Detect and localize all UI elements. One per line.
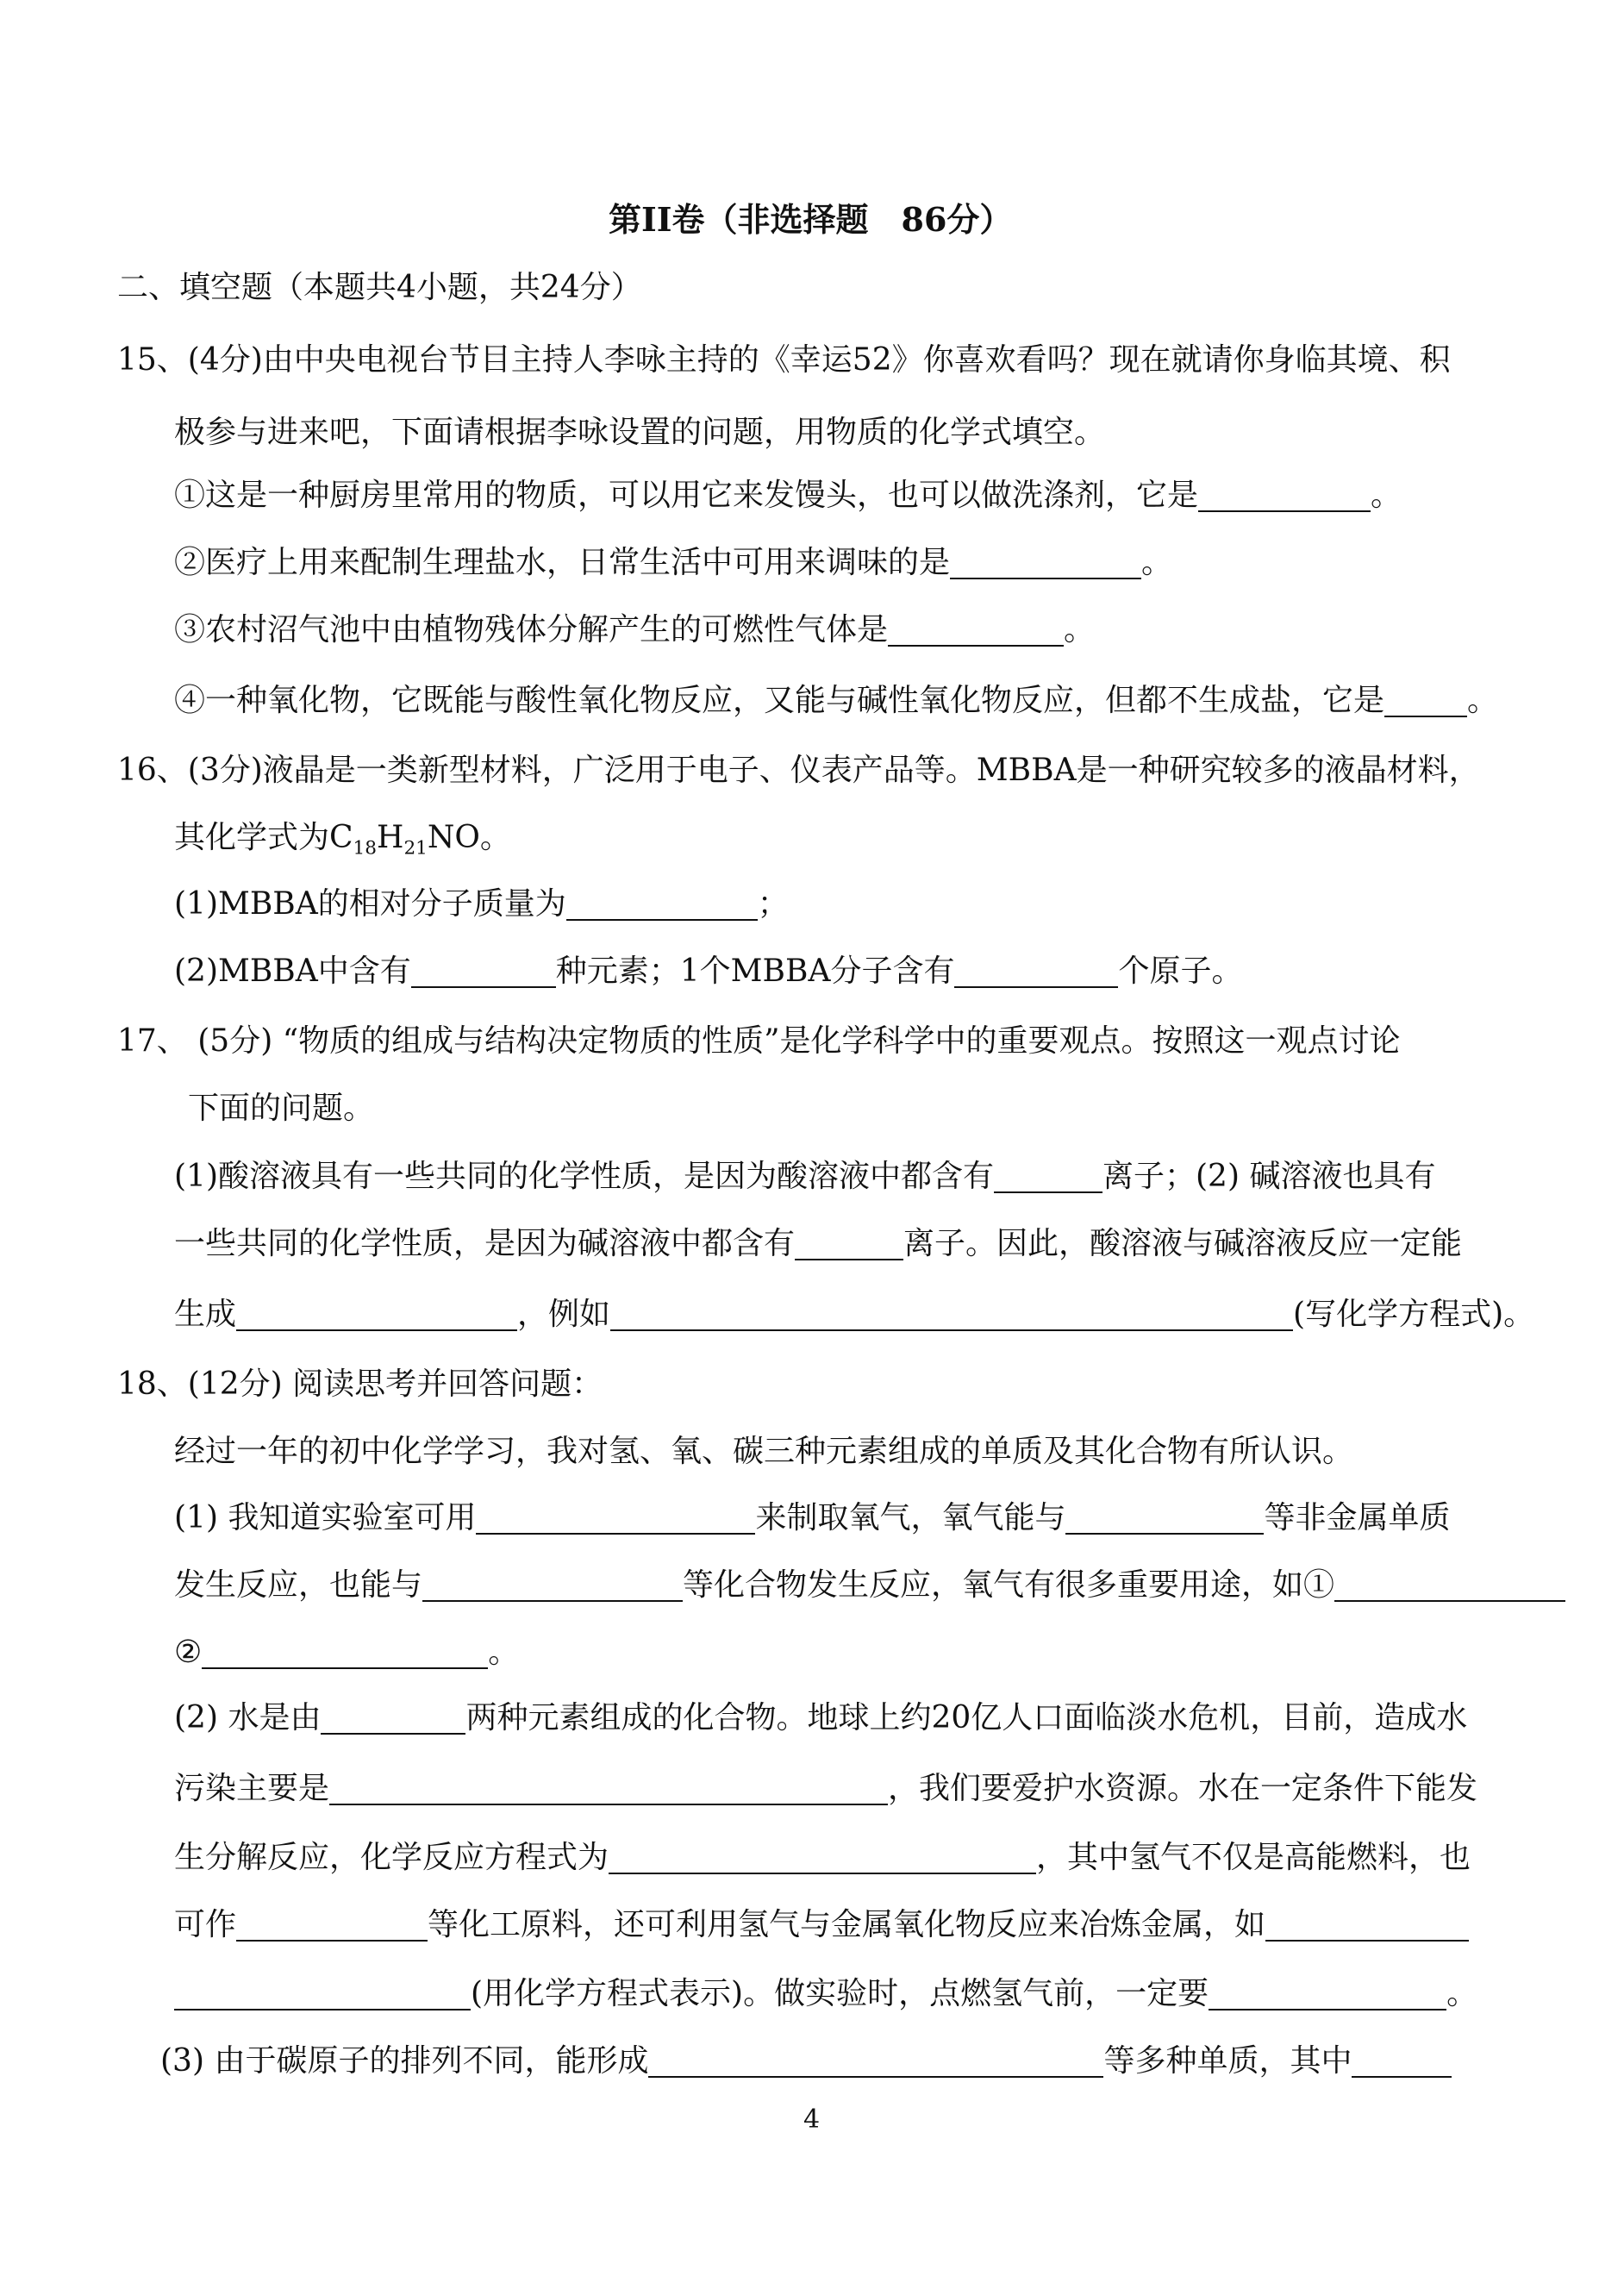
q18-line3-text-a: (1) 我知道实验室可用 <box>174 1500 477 1536</box>
q15-item2-end: 。 <box>1141 545 1173 581</box>
q16-formula-tail: NO。 <box>427 820 511 855</box>
q18-carbon-blank[interactable] <box>1352 2045 1452 2078</box>
section-heading: 二、填空题（本题共4小题，共24分） <box>117 270 642 305</box>
q15-item1-text: ①这是一种厨房里常用的物质，可以用它来发馒头，也可以做洗涤剂，它是 <box>174 478 1199 514</box>
q15-item4-blank[interactable] <box>1384 685 1467 717</box>
q15-item3-blank[interactable] <box>888 614 1064 647</box>
q18-carbon-allotropes-blank[interactable] <box>648 2045 1103 2078</box>
q18-safety-blank[interactable] <box>1209 1978 1446 2010</box>
q15-item2-blank[interactable] <box>950 547 1141 579</box>
q18-decomposition-equation-blank[interactable] <box>609 1842 1036 1874</box>
q18-line6-text-b: 两种元素组成的化合物。地球上约20亿人口面临淡水危机，目前，造成水 <box>465 1700 1468 1736</box>
q18-line11-text-a: (3) 由于碳原子的排列不同，能形成 <box>160 2043 649 2079</box>
q18-line8 <box>174 1842 1471 1874</box>
q16-part1 <box>174 888 789 921</box>
q15-item2-text: ②医疗上用来配制生理盐水，日常生活中可用来调味的是 <box>174 545 951 581</box>
q17-acid-ion-blank[interactable] <box>994 1160 1102 1193</box>
q16-part1-blank[interactable] <box>566 888 758 921</box>
q18-line3 <box>174 1502 1450 1535</box>
q18-smelting-equation-blank-a[interactable] <box>1265 1909 1469 1942</box>
q16-part1-text: (1)MBBA的相对分子质量为 <box>174 886 566 922</box>
q16-part2-text-c: 个原子。 <box>1118 954 1243 990</box>
q18-pollution-blank[interactable] <box>329 1773 888 1805</box>
q17-stem-line1: 17、 (5分) “物质的组成与结构决定物质的性质”是化学科学中的重要观点。按照这一观点讨论 <box>117 1023 1401 1059</box>
q15-stem-line1: 15、(4分)由中央电视台节目主持人李咏主持的《幸运52》你喜欢看吗？现在就请你身临其境、积 <box>117 342 1451 378</box>
q18-line7-text-b: ，我们要爱护水资源。水在一定条件下能发 <box>888 1771 1478 1807</box>
q17-line3-text-b: 离子；(2) 碱溶液也具有 <box>1102 1159 1436 1195</box>
q16-part2-text-b: 种元素；1个MBBA分子含有 <box>555 954 955 990</box>
q17-line4-text-a: 一些共同的化学性质，是因为碱溶液中都含有 <box>174 1226 796 1262</box>
q17-stem-line2: 下面的问题。 <box>188 1091 375 1126</box>
q15-item3-end: 。 <box>1064 612 1096 648</box>
q18-line10-text-b: 。 <box>1446 1976 1478 2012</box>
q18-line4-text-a: 发生反应，也能与 <box>174 1567 423 1604</box>
q15-item4-end: 。 <box>1467 683 1499 719</box>
q16-part2 <box>174 955 1242 988</box>
q16-part2-text-a: (2)MBBA中含有 <box>174 954 411 990</box>
q15-item1 <box>174 479 1402 512</box>
q15-item2 <box>174 547 1172 579</box>
q15-item4 <box>174 685 1498 717</box>
q18-oxygen-method-blank[interactable] <box>476 1502 755 1535</box>
q18-line4-text-b: 等化合物发生反应，氧气有很多重要用途，如① <box>683 1567 1335 1604</box>
q18-line11 <box>160 2045 1452 2078</box>
q15-stem-line2: 极参与进来吧，下面请根据李咏设置的问题，用物质的化学式填空。 <box>174 415 1106 450</box>
page-number: 4 <box>803 2104 821 2135</box>
q18-use2-blank[interactable] <box>202 1636 488 1669</box>
q16-part2-blank2[interactable] <box>954 955 1118 988</box>
q17-line5-text-a: 生成 <box>174 1297 237 1333</box>
q18-line3-text-b: 来制取氧气，氧气能与 <box>755 1500 1066 1536</box>
q18-line10-text-a: (用化学方程式表示)。做实验时，点燃氢气前，一定要 <box>471 1976 1209 2012</box>
q18-use1-blank[interactable] <box>1334 1569 1565 1602</box>
q18-raw-material-blank[interactable] <box>236 1909 428 1942</box>
q16-formula-sub-c: 18 <box>353 837 378 860</box>
q17-base-ion-blank[interactable] <box>795 1228 903 1260</box>
q18-line5-text-a: ② <box>174 1635 203 1671</box>
q16-formula-text: 其化学式为C <box>174 820 353 855</box>
q17-line5-text-b: ，例如 <box>517 1297 611 1333</box>
q18-line8-text-b: ，其中氢气不仅是高能燃料，也 <box>1036 1840 1471 1876</box>
q17-line4-text-b: 离子。因此，酸溶液与碱溶液反应一定能 <box>903 1226 1463 1262</box>
q17-line3-text-a: (1)酸溶液具有一些共同的化学性质，是因为酸溶液中都含有 <box>174 1159 994 1195</box>
q16-formula-sub-h: 21 <box>403 837 428 860</box>
q18-stem-line2: 经过一年的初中化学学习，我对氢、氧、碳三种元素组成的单质及其化合物有所认识。 <box>174 1434 1354 1469</box>
q18-line6 <box>174 1702 1467 1735</box>
section-title: 第II卷（非选择题 86分） <box>609 200 1013 239</box>
q18-smelting-equation-blank-b[interactable] <box>174 1978 471 2010</box>
q18-water-elements-blank[interactable] <box>321 1702 465 1735</box>
q18-line10 <box>174 1978 1477 2010</box>
q15-item1-end: 。 <box>1371 478 1402 514</box>
q18-line3-text-c: 等非金属单质 <box>1264 1500 1451 1536</box>
q16-part2-blank1[interactable] <box>411 955 556 988</box>
q18-line11-text-b: 等多种单质，其中 <box>1103 2043 1352 2079</box>
q17-line5-text-c: (写化学方程式)。 <box>1293 1297 1535 1333</box>
q18-line9-text-a: 可作 <box>174 1907 237 1943</box>
q18-line7 <box>174 1773 1477 1805</box>
q18-line6-text-a: (2) 水是由 <box>174 1700 322 1736</box>
q15-item1-blank[interactable] <box>1198 479 1371 512</box>
q18-line5 <box>174 1636 519 1669</box>
q16-formula-line <box>174 820 511 860</box>
q18-stem-line1: 18、(12分) 阅读思考并回答问题： <box>117 1366 603 1402</box>
q17-line5 <box>174 1298 1534 1331</box>
q18-line9 <box>174 1909 1469 1942</box>
q18-line8-text-a: 生分解反应，化学反应方程式为 <box>174 1840 609 1876</box>
q18-line5-text-b: 。 <box>488 1635 520 1671</box>
q18-line4 <box>174 1569 1565 1602</box>
q16-formula-h: H <box>377 820 404 855</box>
q18-line7-text-a: 污染主要是 <box>174 1771 330 1807</box>
q17-line4 <box>174 1228 1462 1260</box>
q17-line3 <box>174 1160 1435 1193</box>
q18-line9-text-b: 等化工原料，还可利用氢气与金属氧化物反应来冶炼金属，如 <box>428 1907 1266 1943</box>
q18-nonmetal-blank[interactable] <box>1065 1502 1264 1535</box>
q15-item4-text: ④一种氧化物，它既能与酸性氧化物反应，又能与碱性氧化物反应，但都不生成盐，它是 <box>174 683 1385 719</box>
q17-equation-blank[interactable] <box>610 1298 1293 1331</box>
q16-stem-line1: 16、(3分)液晶是一类新型材料，广泛用于电子、仪表产品等。MBBA是一种研究较多的液晶材料， <box>117 753 1480 788</box>
q15-item3 <box>174 614 1095 647</box>
q18-compound-blank[interactable] <box>422 1569 683 1602</box>
q16-part1-end: ； <box>757 886 789 922</box>
q15-item3-text: ③农村沼气池中由植物残体分解产生的可燃性气体是 <box>174 612 889 648</box>
q17-product-blank[interactable] <box>236 1298 517 1331</box>
